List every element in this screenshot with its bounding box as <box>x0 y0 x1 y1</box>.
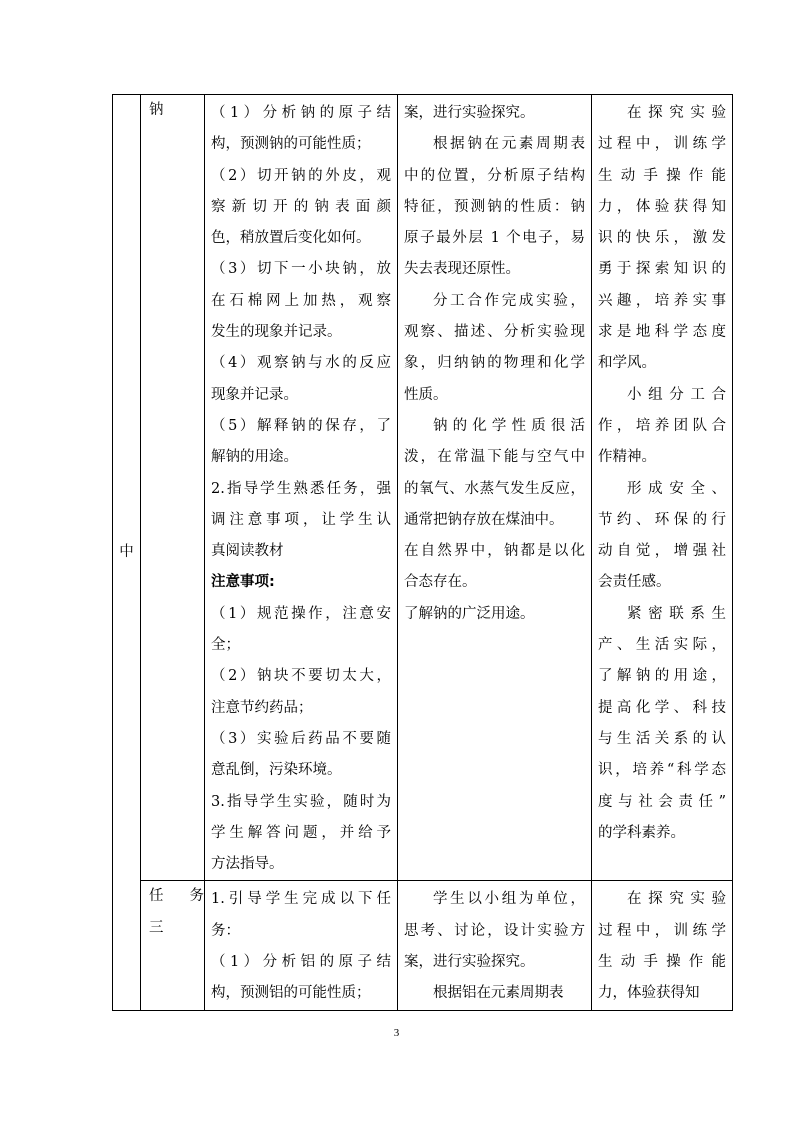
text-line: 学生解答问题，并给予 <box>211 824 391 841</box>
teacher-activity-cell <box>205 95 398 881</box>
text-line: 作精神。 <box>598 449 656 466</box>
student-activity-text <box>404 884 585 1009</box>
text-line: 力，体验获得知 <box>598 198 726 215</box>
text-line: （3）实验后药品不要随 <box>211 730 391 747</box>
text-line: 察新切开的钠表面颜 <box>211 198 391 215</box>
page-number: 3 <box>393 1027 400 1039</box>
text-line: 合态存在。 <box>404 574 477 591</box>
text-line: 根据钠在元素周期表 <box>433 136 585 153</box>
text-line: 方法指导。 <box>211 856 284 873</box>
stage-cell <box>113 95 141 1011</box>
topic-cell <box>141 881 205 1010</box>
text-line: 识的快乐，激发 <box>598 230 726 247</box>
text-line: 力，体验获得知 <box>598 985 700 1002</box>
text-line: 提高化学、科技 <box>598 699 726 716</box>
text-line: （1）分析钠的原子结 <box>211 105 391 121</box>
stage-label: 中 <box>119 543 134 560</box>
text-line: 度与社会责任” <box>598 793 726 810</box>
text-line: （4）观察钠与水的反应 <box>211 355 391 372</box>
text-line: 通常把钠存放在煤油中。 <box>404 511 564 528</box>
text-line: 节约、环保的行 <box>598 511 726 528</box>
text-line: 产、生活实际， <box>598 637 726 654</box>
text-line: 务： <box>211 922 240 939</box>
table-row <box>113 881 733 1010</box>
text-line: 泼，在常温下能与空气中 <box>404 449 585 466</box>
topic-cell <box>141 95 205 881</box>
text-line: 注意节约药品； <box>211 699 313 716</box>
text-line: 了解钠的广泛用途。 <box>404 605 535 622</box>
text-line: 3.指导学生实验，随时为 <box>211 793 391 810</box>
text-line: 作，培养团队合 <box>598 417 726 434</box>
topic-label: 三 <box>149 919 164 936</box>
text-line: 中的位置，分析原子结构 <box>404 167 585 184</box>
student-activity-cell <box>398 95 592 881</box>
text-line: 失去表现还原性。 <box>404 261 520 278</box>
text-line: 生动手操作能 <box>598 954 726 971</box>
text-line: 的学科素养。 <box>598 824 685 841</box>
text-line: 在自然界中，钠都是以化 <box>404 543 585 560</box>
text-line: 特征，预测钠的性质：钠 <box>404 198 585 215</box>
text-line: 根据铝在元素周期表 <box>433 985 564 1002</box>
design-intent-text <box>598 98 726 849</box>
text-line: （3）切下一小块钠，放 <box>211 261 391 278</box>
teacher-activity-cell <box>205 881 398 1010</box>
text-line: 过程中，训练学 <box>598 922 726 939</box>
design-intent-cell <box>592 95 733 881</box>
text-line: 2.指导学生熟悉任务，强 <box>211 480 391 497</box>
text-line: 分工合作完成实验， <box>433 292 585 309</box>
text-line: 在探究实验 <box>627 105 726 121</box>
text-line: 识，培养“科学态 <box>598 762 726 779</box>
text-line: 象，归纳钠的物理和化学 <box>404 355 585 372</box>
topic-label: 任 务 <box>149 888 204 905</box>
text-line: 现象并记录。 <box>211 386 298 403</box>
text-line: 构，预测钠的可能性质； <box>211 136 371 153</box>
text-line: （2）钠块不要切太大， <box>211 668 391 685</box>
text-line: 了解钠的用途， <box>598 668 726 685</box>
text-line: 兴趣，培养实事 <box>598 292 726 309</box>
student-activity-text <box>404 98 585 630</box>
text-line: 性质。 <box>404 386 448 403</box>
text-line: 与生活关系的认 <box>598 730 726 747</box>
text-line: 过程中，训练学 <box>598 136 726 153</box>
text-line: 全； <box>211 637 240 654</box>
lesson-plan-table <box>112 94 733 1011</box>
text-line: 求是地科学态度 <box>598 324 726 341</box>
text-line: 形成安全、 <box>627 480 726 497</box>
text-line: 案，进行实验探究。 <box>404 105 535 121</box>
text-line: （2）切开钠的外皮，观 <box>211 167 391 184</box>
student-activity-cell <box>398 881 592 1010</box>
text-line: 小组分工合 <box>627 386 726 403</box>
text-line: （1）规范操作，注意安 <box>211 605 391 622</box>
teacher-activity-text <box>211 884 391 1009</box>
text-line: 勇于探索知识的 <box>598 261 726 278</box>
text-line: 动自觉，增强社 <box>598 543 726 560</box>
teacher-activity-text <box>211 98 391 880</box>
text-line: 紧密联系生 <box>627 605 726 622</box>
text-line: 会责任感。 <box>598 574 671 591</box>
text-line: 观察、描述、分析实验现 <box>404 324 585 341</box>
table-row <box>113 95 733 881</box>
text-line: 调注意事项，让学生认 <box>211 511 391 528</box>
text-line: 1.引导学生完成以下任 <box>211 891 391 908</box>
text-line: 钠的化学性质很活 <box>433 417 585 434</box>
text-line: 原子最外层 1 个电子，易 <box>404 230 585 247</box>
design-intent-cell <box>592 881 733 1010</box>
text-line: 解钠的用途。 <box>211 449 298 466</box>
design-intent-text <box>598 884 726 1009</box>
text-line: 发生的现象并记录。 <box>211 324 342 341</box>
text-line: 学生以小组为单位， <box>433 891 585 908</box>
text-line: 注意事项: <box>211 574 275 591</box>
text-line: 在探究实验 <box>627 891 726 908</box>
text-line: 在石棉网上加热，观察 <box>211 292 391 309</box>
text-line: 构，预测铝的可能性质； <box>211 985 371 1002</box>
text-line: 生动手操作能 <box>598 167 726 184</box>
text-line: 和学风。 <box>598 355 656 372</box>
text-line: 真阅读教材 <box>211 543 284 560</box>
text-line: 意乱倒，污染环境。 <box>211 762 342 779</box>
text-line: （1）分析铝的原子结 <box>211 954 391 971</box>
topic-label: 钠 <box>149 102 164 118</box>
text-line: （5）解释钠的保存，了 <box>211 417 391 434</box>
text-line: 色，稍放置后变化如何。 <box>211 230 371 247</box>
text-line: 思考、讨论，设计实验方 <box>404 922 585 939</box>
text-line: 的氧气、水蒸气发生反应， <box>404 480 585 497</box>
text-line: 案，进行实验探究。 <box>404 954 535 971</box>
